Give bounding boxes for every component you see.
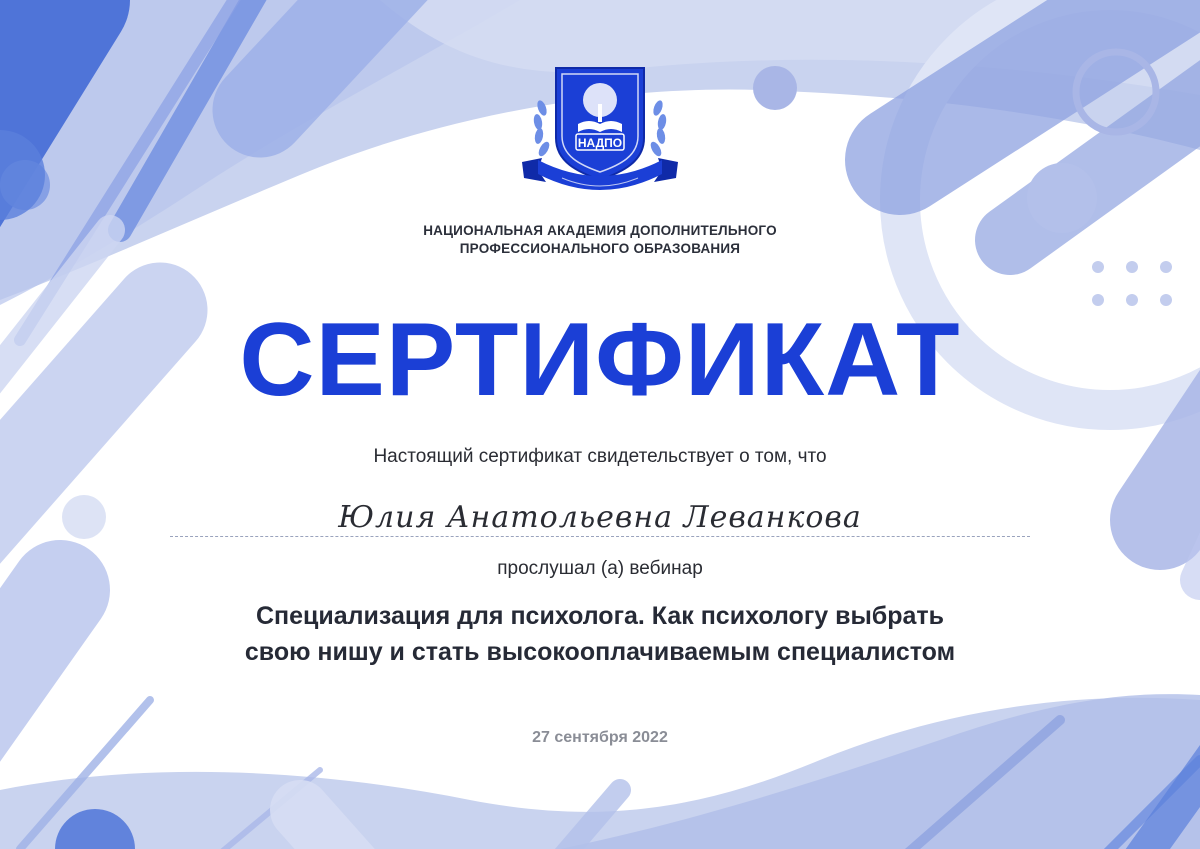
webinar-title xyxy=(150,598,1050,670)
emblem-label: НАДПО xyxy=(577,136,623,150)
webinar-title-line-1: Специализация для психолога. Как психологу выбрать xyxy=(255,602,945,630)
certificate-date: 27 сентября 2022 xyxy=(532,729,668,746)
organization-line-2: ПРОФЕССИОНАЛЬНОГО ОБРАЗОВАНИЯ xyxy=(459,241,741,256)
organization-name xyxy=(300,222,900,258)
book-tree-emblem-icon xyxy=(518,66,682,198)
certificate-title: СЕРТИФИКАТ xyxy=(239,302,961,418)
name-underline xyxy=(170,536,1030,537)
recipient-name: Юлия Анатольевна Леванкова xyxy=(338,500,862,535)
webinar-title-line-2: свою нишу и стать высокооплачиваемым специалистом xyxy=(244,638,956,666)
organization-line-1: НАЦИОНАЛЬНАЯ АКАДЕМИЯ ДОПОЛНИТЕЛЬНОГО xyxy=(423,223,777,238)
certificate-intro: Настоящий сертификат свидетельствует о том, что xyxy=(373,446,827,467)
listened-text: прослушал (а) вебинар xyxy=(497,558,703,579)
